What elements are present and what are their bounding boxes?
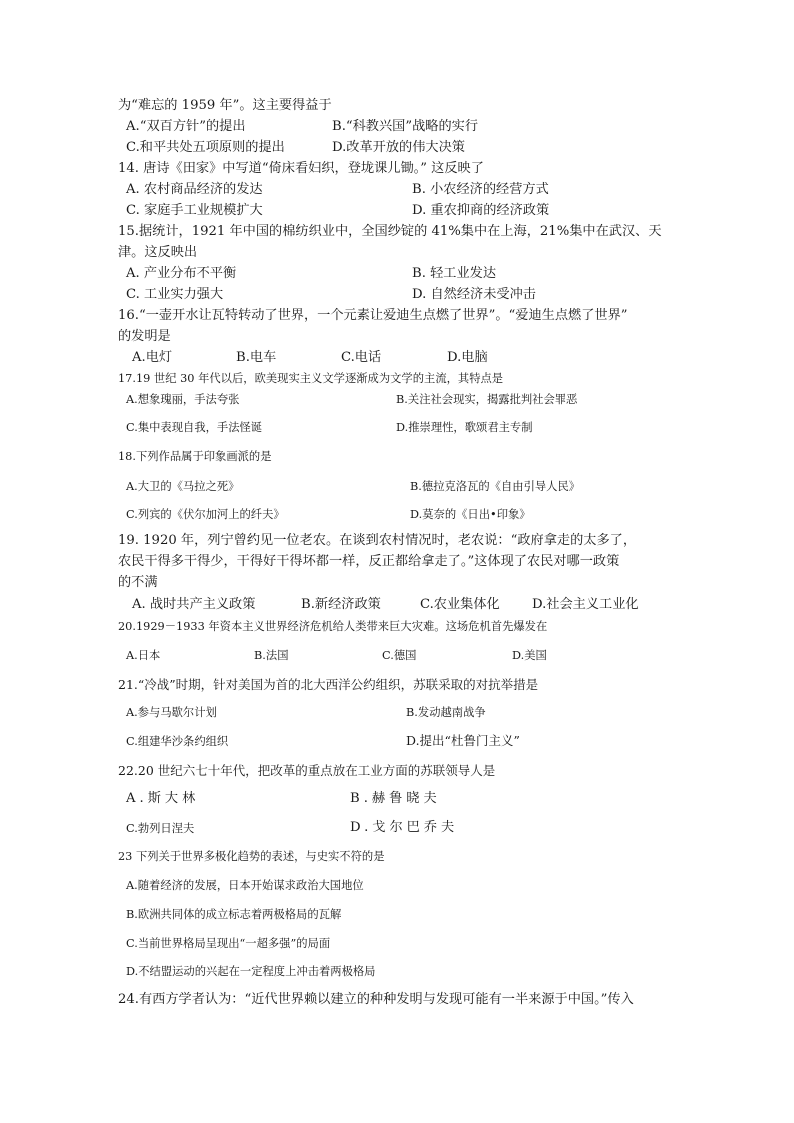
q17-option-c: C.集中表现自我，手法怪诞	[126, 421, 263, 434]
q16-stem-line2: 的发明是	[118, 329, 171, 344]
q19-stem-line2: 农民干得多干得少，干得好干得坏都一样，反正都给拿走了。”这体现了农民对哪一政策	[118, 554, 620, 569]
q15-option-b: B. 轻工业发达	[412, 266, 497, 281]
q21-option-b: B.发动越南战争	[406, 706, 486, 719]
q15-option-d: D. 自然经济未受冲击	[412, 287, 536, 302]
q24-stem: 24.有西方学者认为：“近代世界赖以建立的种种发明与发现可能有一半来源于中国。”传入	[118, 992, 634, 1007]
q23-option-a: A.随着经济的发展，日本开始谋求政治大国地位	[126, 879, 364, 892]
q18-option-d: D.莫奈的《日出•印象》	[410, 508, 531, 521]
q14-option-c: C. 家庭手工业规模扩大	[126, 203, 263, 218]
q15-option-c: C. 工业实力强大	[126, 287, 224, 302]
q16-option-b: B.电车	[236, 350, 277, 365]
q14-option-a: A. 农村商品经济的发达	[126, 182, 263, 197]
q22-stem: 22.20 世纪六七十年代，把改革的重点放在工业方面的苏联领导人是	[118, 763, 496, 778]
q20-option-d: D.美国	[512, 649, 547, 662]
q13-option-a: A.“双百方针”的提出	[126, 119, 246, 134]
q22-option-b: B.赫鲁晓夫	[350, 791, 441, 806]
q22-option-c: C.勃列日涅夫	[126, 822, 195, 835]
q13-option-c: C.和平共处五项原则的提出	[126, 140, 285, 155]
q20-stem: 20.1929－1933 年资本主义世界经济危机给人类带来巨大灾难。这场危机首先爆发在	[118, 620, 548, 633]
q16-stem-line1: 16.“一壶开水让瓦特转动了世界，一个元素让爱迪生点燃了世界”。“爱迪生点燃了世界”	[118, 308, 628, 323]
q22-option-d: D.戈尔巴乔夫	[350, 820, 459, 835]
q20-option-a: A.日本	[126, 649, 161, 662]
q15-option-a: A. 产业分布不平衡	[126, 266, 237, 281]
q13-stem: 为“难忘的 1959 年”。这主要得益于	[118, 98, 332, 113]
q21-stem: 21.“冷战”时期，针对美国为首的北大西洋公约组织，苏联采取的对抗举措是	[118, 677, 539, 692]
q18-option-c: C.列宾的《伏尔加河上的纤夫》	[126, 508, 285, 521]
q18-stem: 18.下列作品属于印象画派的是	[118, 450, 272, 463]
q19-stem-line1: 19. 1920 年，列宁曾约见一位老农。在谈到农村情况时，老农说：“政府拿走的太多了，	[118, 533, 637, 548]
q21-option-c: C.组建华沙条约组织	[126, 735, 229, 748]
q19-option-d: D.社会主义工业化	[532, 597, 639, 612]
q19-option-a: A. 战时共产主义政策	[132, 597, 256, 612]
q17-option-d: D.推崇理性，歌颂君主专制	[396, 421, 533, 434]
q21-option-d: D.提出“杜鲁门主义”	[406, 733, 520, 748]
q19-option-b: B.新经济政策	[301, 597, 381, 612]
q15-stem-line2: 津。这反映出	[118, 245, 198, 260]
q13-option-b: B.“科教兴国”战略的实行	[332, 119, 479, 134]
q18-option-a: A.大卫的《马拉之死》	[126, 480, 240, 493]
q14-option-b: B. 小农经济的经营方式	[412, 182, 549, 197]
q17-option-b: B.关注社会现实，揭露批判社会罪恶	[396, 393, 578, 406]
q18-option-b: B.德拉克洛瓦的《自由引导人民》	[410, 480, 581, 493]
q20-option-b: B.法国	[254, 649, 289, 662]
q16-option-a: A.电灯	[132, 350, 173, 365]
q14-stem: 14. 唐诗《田家》中写道“倚床看妇织，登垅课儿锄。” 这反映了	[118, 161, 484, 176]
q17-option-a: A.想象瑰丽，手法夸张	[126, 393, 240, 406]
q17-stem: 17.19 世纪 30 年代以后，欧美现实主义文学逐渐成为文学的主流，其特点是	[118, 372, 504, 385]
q19-option-c: C.农业集体化	[420, 597, 500, 612]
q19-stem-line3: 的不满	[118, 575, 158, 590]
q15-stem-line1: 15.据统计，1921 年中国的棉纺织业中，全国纱锭的 41%集中在上海，21%集中在武汉、天	[118, 224, 662, 239]
q23-option-d: D.不结盟运动的兴起在一定程度上冲击着两极格局	[126, 965, 376, 978]
q16-option-d: D.电脑	[447, 350, 488, 365]
q22-option-a: A.斯大林	[126, 791, 200, 806]
q23-option-b: B.欧洲共同体的成立标志着两极格局的瓦解	[126, 908, 342, 921]
q21-option-a: A.参与马歇尔计划	[126, 706, 217, 719]
q14-option-d: D. 重农抑商的经济政策	[412, 203, 550, 218]
q20-option-c: C.德国	[382, 649, 417, 662]
q16-option-c: C.电话	[341, 350, 382, 365]
q23-option-c: C.当前世界格局呈现出“一超多强”的局面	[126, 937, 331, 950]
q23-stem: 23 下列关于世界多极化趋势的表述，与史实不符的是	[118, 850, 385, 863]
q13-option-d: D.改革开放的伟大决策	[332, 140, 465, 155]
